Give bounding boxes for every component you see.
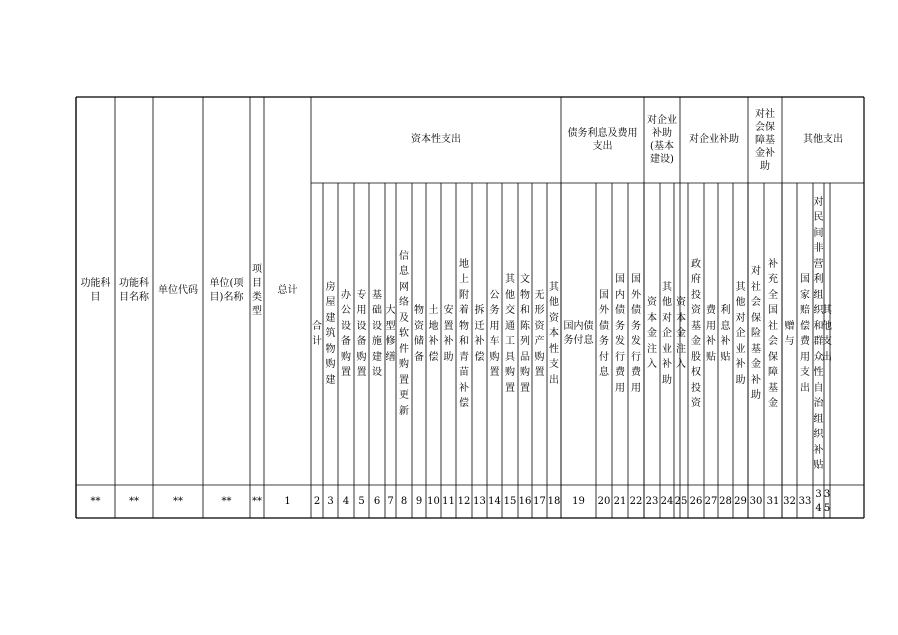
cell-col-24-text: 24 <box>660 495 674 507</box>
header-capital-expenditure-text: 资本性支出 <box>411 134 461 145</box>
subheader-col-19-text: 国内债务付息 <box>563 321 594 346</box>
subheader-col-5-text: 专用设备购置 <box>356 289 367 378</box>
subheader-col-13-text: 拆迁补偿 <box>474 305 485 363</box>
cell-col-15-text: 15 <box>503 495 517 507</box>
cell-col-29-text: 29 <box>734 495 747 507</box>
subheader-col-35 <box>824 183 830 485</box>
subheader-col-17 <box>532 183 547 485</box>
cell-col-34-text: 34 <box>815 488 822 514</box>
header-unit-name <box>203 97 250 485</box>
cell-col-22-text: 22 <box>629 495 643 507</box>
cell-col-2-text: 2 <box>313 495 321 507</box>
subheader-col-23 <box>644 183 660 485</box>
header-social-security-subsidy <box>748 97 782 183</box>
subheader-col-25 <box>674 183 688 485</box>
subheader-col-28-text: 利息补贴 <box>720 305 731 363</box>
cell-col-21-text: 21 <box>613 495 627 507</box>
cell-col-29 <box>733 485 748 518</box>
cell-col-34 <box>813 485 824 518</box>
cell-col-16 <box>518 485 532 518</box>
cell-col-18 <box>547 485 561 518</box>
subheader-col-21 <box>612 183 628 485</box>
header-debt-interest <box>561 97 644 183</box>
subheader-col-8-text: 信息网络及软件购置更新 <box>399 250 409 417</box>
subheader-col-31-text: 补充全国社会保障基金 <box>768 258 778 409</box>
header-enterprise-subsidy-text: 对企业补助 <box>689 134 739 145</box>
header-func-subject-text: 功能科目 <box>80 278 111 303</box>
cell-func-subject-name-text: ** <box>129 495 139 507</box>
cell-col-16-text: 16 <box>518 495 532 507</box>
cell-col-14 <box>487 485 502 518</box>
subheader-col-18 <box>547 183 561 485</box>
cell-col-10-text: 10 <box>427 495 440 507</box>
cell-col-13 <box>472 485 487 518</box>
cell-col-10 <box>426 485 441 518</box>
subheader-col-19 <box>561 183 596 485</box>
cell-col-30-text: 30 <box>749 495 763 507</box>
subheader-col-35-text: 其他支出 <box>822 305 832 363</box>
subheader-col-24 <box>660 183 674 485</box>
subheader-col-8 <box>396 183 412 485</box>
subheader-col-31 <box>764 183 782 485</box>
subheader-col-10-text: 土地补偿 <box>428 305 439 363</box>
cell-col-12-text: 12 <box>457 495 471 507</box>
subheader-col-33-text: 国家赔偿费用支出 <box>800 274 810 394</box>
cell-col-14-text: 14 <box>488 495 501 507</box>
cell-col-8-text: 8 <box>400 495 408 507</box>
subheader-col-27-text: 费用补贴 <box>706 305 716 363</box>
cell-col-26-text: 26 <box>689 495 703 507</box>
cell-col-15 <box>502 485 518 518</box>
cell-col-21 <box>612 485 628 518</box>
cell-project-type <box>250 485 264 518</box>
cell-col-27-text: 27 <box>704 495 718 507</box>
header-capital-expenditure <box>311 97 561 183</box>
subheader-col-24-text: 其他对企业补助 <box>662 281 672 386</box>
cell-col-23-text: 23 <box>645 495 659 507</box>
subheader-col-12 <box>456 183 472 485</box>
subheader-col-28 <box>718 183 733 485</box>
header-project-type-text: 项目类型 <box>252 264 262 317</box>
header-project-type <box>250 97 264 485</box>
subheader-col-34-text: 对民间非营利组织和群众性自治组织补贴 <box>813 196 824 471</box>
header-unit-name-text: 单位(项目)名称 <box>209 278 244 303</box>
subheader-col-17-text: 无形资产购置 <box>534 289 545 378</box>
cell-col-7 <box>385 485 396 518</box>
subheader-col-26 <box>688 183 704 485</box>
subheader-col-11 <box>441 183 456 485</box>
cell-col-3-text: 3 <box>327 495 334 507</box>
header-enterprise-subsidy-capital-text: 对企业补助(基本建设) <box>647 115 677 165</box>
cell-col-5-text: 5 <box>358 495 365 507</box>
cell-col-20-text: 20 <box>597 495 611 507</box>
subheader-col-29 <box>733 183 748 485</box>
cell-col-2 <box>311 485 323 518</box>
subheader-col-3 <box>323 183 338 485</box>
cell-col-6 <box>369 485 385 518</box>
cell-col-32 <box>782 485 797 518</box>
subheader-col-3-text: 房屋建筑物购建 <box>325 281 336 386</box>
cell-col-9-text: 9 <box>415 495 423 507</box>
cell-col-30 <box>748 485 764 518</box>
cell-col-33 <box>797 485 813 518</box>
cell-col-4 <box>338 485 354 518</box>
cell-func-subject-name <box>115 485 153 518</box>
cell-col-1 <box>264 485 311 518</box>
subheader-col-22 <box>628 183 644 485</box>
subheader-col-20 <box>596 183 612 485</box>
cell-unit-code <box>153 485 203 518</box>
cell-col-28 <box>718 485 733 518</box>
header-enterprise-subsidy-capital <box>644 97 680 183</box>
subheader-col-2 <box>311 183 323 485</box>
cell-col-22 <box>628 485 644 518</box>
header-unit-code-text: 单位代码 <box>158 285 198 296</box>
subheader-col-4 <box>338 183 354 485</box>
header-debt-interest-text: 债务利息及费用支出 <box>567 128 638 152</box>
cell-unit-name <box>203 485 250 518</box>
cell-col-1-text: 1 <box>284 495 291 507</box>
cell-col-4-text: 4 <box>342 495 350 507</box>
subheader-col-6 <box>369 183 385 485</box>
subheader-col-18-text: 其他资本性支出 <box>549 281 559 386</box>
subheader-col-5 <box>354 183 369 485</box>
cell-project-type-text: ** <box>252 495 262 507</box>
subheader-col-16-text: 文物和陈列品购置 <box>520 274 530 394</box>
header-other-expenditure-text: 其他支出 <box>803 134 843 145</box>
subheader-col-20-text: 国外债务付息 <box>599 289 609 378</box>
cell-col-18-text: 18 <box>547 495 561 507</box>
cell-col-19 <box>561 485 596 518</box>
header-func-subject-name <box>115 97 153 485</box>
cell-func-subject <box>76 485 115 518</box>
subheader-col-16 <box>518 183 532 485</box>
subheader-col-9-text: 物资储备 <box>414 305 424 363</box>
subheader-col-7-text: 大型修缮 <box>385 305 396 363</box>
subheader-col-22-text: 国外债务发行费用 <box>631 274 641 394</box>
subheader-col-2-text: 合计 <box>312 320 322 347</box>
subheader-col-7 <box>385 183 396 485</box>
subheader-col-14-text: 公务用车购置 <box>489 289 500 378</box>
cell-col-8 <box>396 485 412 518</box>
cell-col-11-text: 11 <box>442 495 455 507</box>
subheader-col-15-text: 其他交通工具购置 <box>505 274 515 394</box>
header-social-security-subsidy-text: 对社会保障基金补助 <box>755 108 775 172</box>
subheader-col-29-text: 其他对企业补助 <box>735 281 746 386</box>
cell-col-35 <box>824 485 830 518</box>
header-unit-code <box>153 97 203 485</box>
subheader-col-27 <box>704 183 718 485</box>
subheader-col-9 <box>412 183 426 485</box>
cell-col-9 <box>412 485 426 518</box>
subheader-col-32 <box>782 183 797 485</box>
cell-col-19-text: 19 <box>572 495 585 507</box>
header-func-subject-name-text: 功能科目名称 <box>119 278 149 303</box>
header-enterprise-subsidy <box>680 97 748 183</box>
header-total <box>264 97 311 485</box>
subheader-col-26-text: 政府投资基金股权投资 <box>691 258 701 409</box>
cell-col-28-text: 28 <box>719 495 732 507</box>
cell-col-33-text: 33 <box>798 495 812 507</box>
subheader-col-10 <box>426 183 441 485</box>
header-total-text: 总计 <box>277 285 298 296</box>
cell-col-24 <box>660 485 674 518</box>
subheader-col-25-text: 资本金注入 <box>676 297 686 371</box>
cell-col-31-text: 31 <box>766 495 780 507</box>
cell-col-13-text: 13 <box>473 495 486 507</box>
subheader-col-15 <box>502 183 518 485</box>
cell-col-5 <box>354 485 369 518</box>
subheader-col-11-text: 安置补助 <box>443 305 454 363</box>
cell-col-23 <box>644 485 660 518</box>
cell-col-35-text: 35 <box>823 488 831 514</box>
cell-col-11 <box>441 485 456 518</box>
cell-col-20 <box>596 485 612 518</box>
subheader-col-33 <box>797 183 813 485</box>
cell-col-31 <box>764 485 782 518</box>
cell-unit-name-text: ** <box>221 495 232 507</box>
subheader-col-14 <box>487 183 502 485</box>
cell-col-32-text: 32 <box>783 495 796 507</box>
cell-col-12 <box>456 485 472 518</box>
subheader-col-6-text: 基础设施建设 <box>372 289 382 378</box>
cell-col-17 <box>532 485 547 518</box>
subheader-col-13 <box>472 183 487 485</box>
header-other-expenditure <box>782 97 864 183</box>
cell-col-25-text: 25 <box>674 495 688 507</box>
subheader-col-30-text: 对社会保险基金补助 <box>751 266 761 402</box>
subheader-col-30 <box>748 183 764 485</box>
cell-col-17-text: 17 <box>533 495 546 507</box>
cell-func-subject-text: ** <box>90 495 101 507</box>
subheader-col-21-text: 国内债务发行费用 <box>615 274 625 394</box>
subheader-col-23-text: 资本金注入 <box>647 297 657 371</box>
subheader-col-12-text: 地上附着物和青苗补偿 <box>459 258 469 409</box>
cell-col-3 <box>323 485 338 518</box>
header-func-subject <box>76 97 115 485</box>
cell-unit-code-text: ** <box>173 495 183 507</box>
cell-col-25 <box>674 485 688 518</box>
subheader-col-32-text: 赠与 <box>784 320 795 347</box>
cell-col-6-text: 6 <box>373 495 381 507</box>
cell-col-27 <box>704 485 718 518</box>
cell-col-7-text: 7 <box>387 495 394 507</box>
subheader-col-4-text: 办公设备购置 <box>341 289 351 378</box>
cell-col-26 <box>688 485 704 518</box>
